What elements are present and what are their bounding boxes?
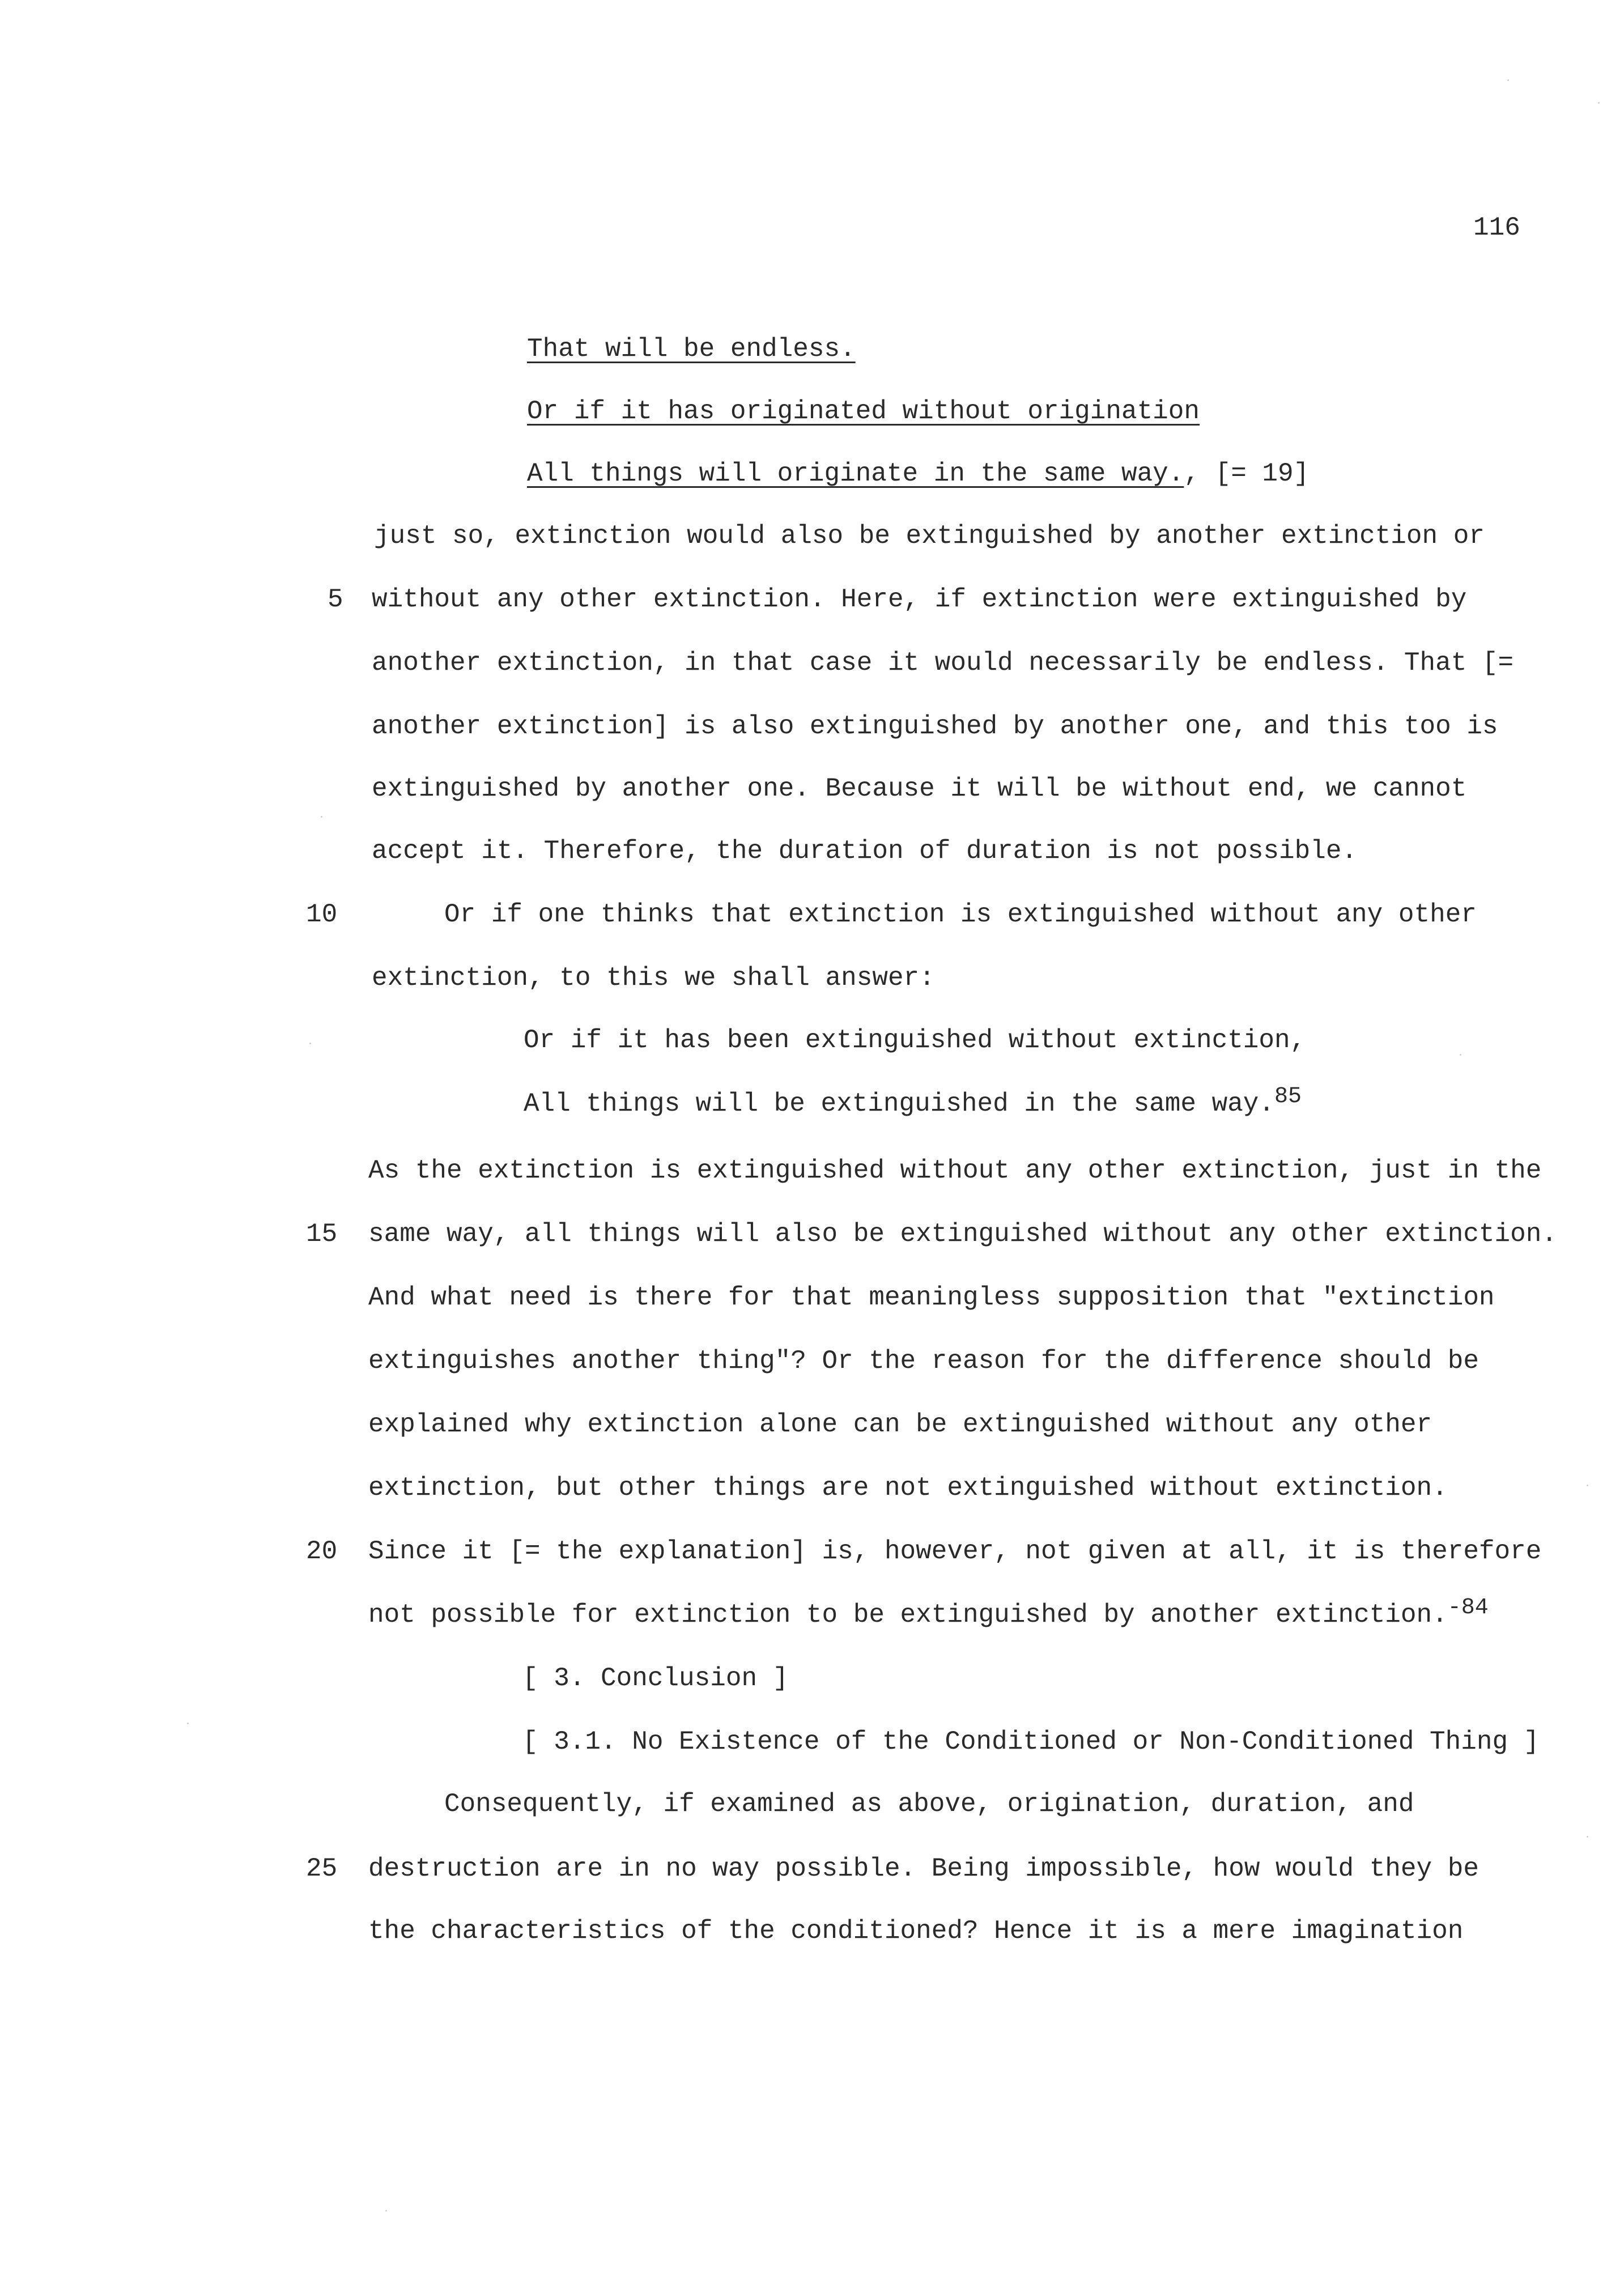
- verse-line: That will be endless.: [527, 334, 856, 364]
- body-line: accept it. Therefore, the duration of duration is not possible.: [372, 836, 1358, 866]
- body-line: extinguished by another one. Because it will be without end, we cannot: [372, 774, 1467, 803]
- page-number: 116: [1473, 213, 1520, 243]
- verse-text: All things will be extinguished in the same way.: [524, 1089, 1275, 1119]
- body-line: extinction, but other things are not extinguished without extinction.: [368, 1473, 1448, 1503]
- body-line: As the extinction is extinguished without any other extinction, just in the: [368, 1156, 1542, 1185]
- scan-speck: [309, 1043, 311, 1044]
- body-line: [368, 1595, 1489, 1632]
- body-line: another extinction] is also extinguished by another one, and this too is: [372, 712, 1498, 741]
- line-number: 20: [306, 1537, 338, 1566]
- subsection-heading: [ 3.1. No Existence of the Conditioned or Non-Conditioned Thing ]: [522, 1727, 1540, 1757]
- footnote-marker: -84: [1447, 1595, 1489, 1621]
- body-line: same way, all things will also be extinguished without any other extinction.: [368, 1219, 1557, 1249]
- scan-speck: [187, 1723, 189, 1724]
- section-heading: [ 3. Conclusion ]: [522, 1664, 789, 1693]
- body-line: destruction are in no way possible. Being impossible, how would they be: [368, 1854, 1479, 1883]
- scan-speck: [1587, 1485, 1588, 1486]
- line-number: 15: [306, 1219, 338, 1249]
- line-number: 25: [306, 1854, 338, 1883]
- body-line: just so, extinction would also be extinguished by another extinction or: [374, 521, 1485, 551]
- footnote-marker: 85: [1274, 1084, 1302, 1109]
- verse-reference: , [= 19]: [1184, 459, 1310, 488]
- verse-line-underlined: All things will originate in the same way.: [527, 459, 1184, 488]
- scan-speck: [385, 2210, 387, 2212]
- scan-speck: [1460, 1054, 1461, 1056]
- body-line: Since it [= the explanation] is, however, not given at all, it is therefore: [368, 1537, 1542, 1566]
- body-line: Consequently, if examined as above, origination, duration, and: [444, 1789, 1414, 1819]
- verse-line: [527, 457, 1309, 491]
- body-line: extinction, to this we shall answer:: [372, 963, 935, 993]
- scan-speck: [1587, 1836, 1588, 1838]
- scan-speck: [1507, 79, 1509, 81]
- body-line: the characteristics of the conditioned? Hence it is a mere imagination: [368, 1916, 1464, 1946]
- body-line: without any other extinction. Here, if extinction were extinguished by: [372, 585, 1467, 614]
- verse-line: [524, 1084, 1302, 1121]
- verse-line: Or if it has originated without origination: [527, 397, 1200, 426]
- line-number: 10: [306, 900, 338, 929]
- body-text: not possible for extinction to be extinguished by another extinction.: [368, 1600, 1448, 1630]
- line-number: 5: [328, 585, 343, 614]
- scan-speck: [1598, 102, 1600, 104]
- scan-speck: [321, 816, 322, 818]
- body-line: explained why extinction alone can be extinguished without any other: [368, 1410, 1432, 1439]
- body-line: another extinction, in that case it would necessarily be endless. That [=: [372, 648, 1514, 678]
- body-line: extinguishes another thing"? Or the reason for the difference should be: [368, 1346, 1479, 1376]
- body-line: Or if one thinks that extinction is extinguished without any other: [444, 900, 1477, 929]
- body-line: And what need is there for that meaningless supposition that "extinction: [368, 1283, 1495, 1312]
- verse-line: Or if it has been extinguished without extinction,: [524, 1026, 1306, 1055]
